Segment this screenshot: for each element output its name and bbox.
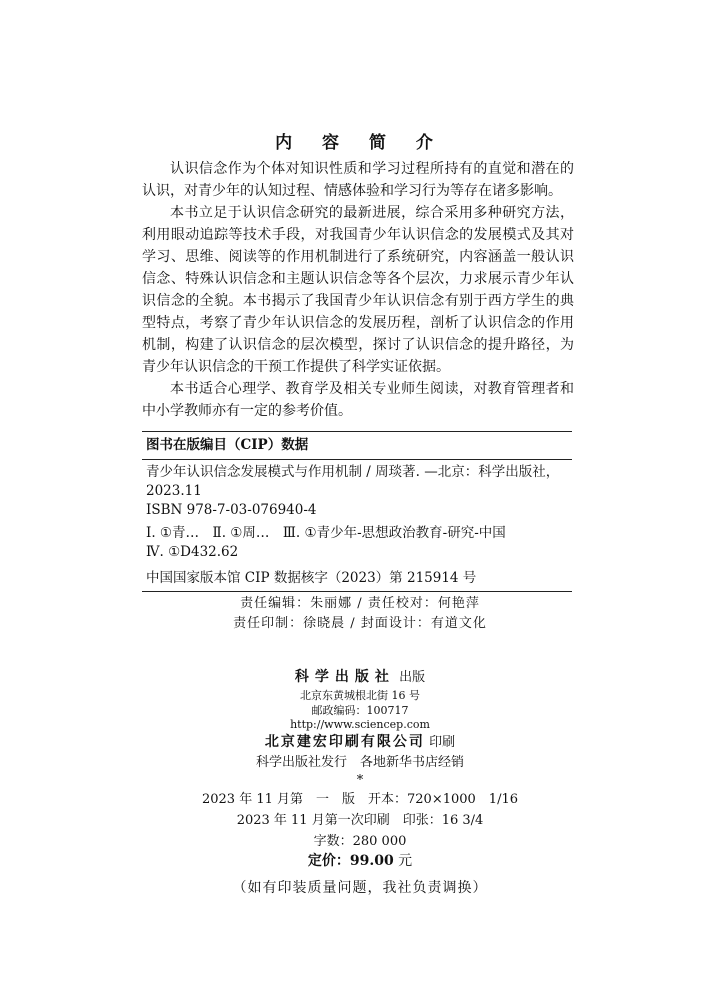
quality-notice: （如有印装质量问题，我社负责调换） <box>232 880 488 896</box>
cip-record: 青少年认识信念发展模式与作用机制 / 周琰著. —北京：科学出版社，2023.11 <box>146 464 560 499</box>
publisher-suffix: 出版 <box>399 670 426 685</box>
cip-classification-2: Ⅳ. ①D432.62 <box>146 544 239 560</box>
printer-name: 北京建宏印刷有限公司 <box>264 734 425 750</box>
cip-classification-1: Ⅰ. ①青… Ⅱ. ①周… Ⅲ. ①青少年-思想政治教育-研究-中国 <box>146 525 506 541</box>
price-line <box>0 851 720 871</box>
intro-paragraph-2: 本书立足于认识信念研究的最新进展，综合采用多种研究方法，利用眼动追踪等技术手段，对我国青少年认识信念的发展模式及其对学习、思维、阅读等的作用机制进行了系统研究，内容涵盖一般认识信念、特殊认识信念和主题认识信念等各个层次，力求展示青少年认识信念的全貌。本书揭示了我国青少年认识信念有别于西方学生的典型特点，考察了青少年认识信念的发展历程，剖析了认识信念的作用机制，构建了认识信念的层次模型，探讨了认识信念的提升路径，为青少年认识信念的干预工作提供了科学实证依据。 <box>142 205 574 375</box>
staff-line-1: 责任编辑：朱丽娜 / 责任校对：何艳萍 <box>240 596 480 611</box>
printer-line <box>0 733 720 752</box>
publisher-line <box>0 668 720 687</box>
cip-heading: 图书在版编目（CIP）数据 <box>146 437 309 453</box>
cip-verification: 中国国家版本馆 CIP 数据核字（2023）第 215914 号 <box>146 570 477 586</box>
printer-suffix: 印刷 <box>429 735 456 750</box>
cip-isbn: ISBN 978-7-03-076940-4 <box>146 502 317 518</box>
publisher-postcode: 邮政编码：100717 <box>311 704 409 717</box>
intro-title: 内 容 简 介 <box>275 133 445 153</box>
word-count: 字数：280 000 <box>313 834 407 849</box>
printing-line: 2023 年 11 月第一次印刷 印张：16 3/4 <box>236 813 484 828</box>
publisher-address: 北京东黄城根北街 16 号 <box>300 689 420 702</box>
publisher-url: http://www.sciencep.com <box>290 718 430 731</box>
edition-line: 2023 年 11 月第 一 版 开本：720×1000 1/16 <box>201 792 518 807</box>
publisher-name: 科学出版社 <box>294 669 395 685</box>
intro-paragraph-3: 本书适合心理学、教育学及相关专业师生阅读，对教育管理者和中小学教师亦有一定的参考价值。 <box>142 381 574 419</box>
cip-heading-rule <box>142 459 572 460</box>
price-unit: 元 <box>398 853 413 869</box>
staff-line-2: 责任印制：徐晓晨 / 封面设计：有道文化 <box>233 616 487 631</box>
price-value: 99.00 <box>349 853 394 869</box>
separator-asterisk: * <box>356 773 364 788</box>
cip-bottom-rule <box>142 591 572 592</box>
price-label: 定价： <box>307 853 350 869</box>
cip-top-rule <box>142 431 572 432</box>
intro-paragraph-1: 认识信念作为个体对知识性质和学习过程所持有的直觉和潜在的认识，对青少年的认知过程、情感体验和学习行为等存在诸多影响。 <box>142 161 574 199</box>
distribution-line: 科学出版社发行 各地新华书店经销 <box>255 755 464 770</box>
